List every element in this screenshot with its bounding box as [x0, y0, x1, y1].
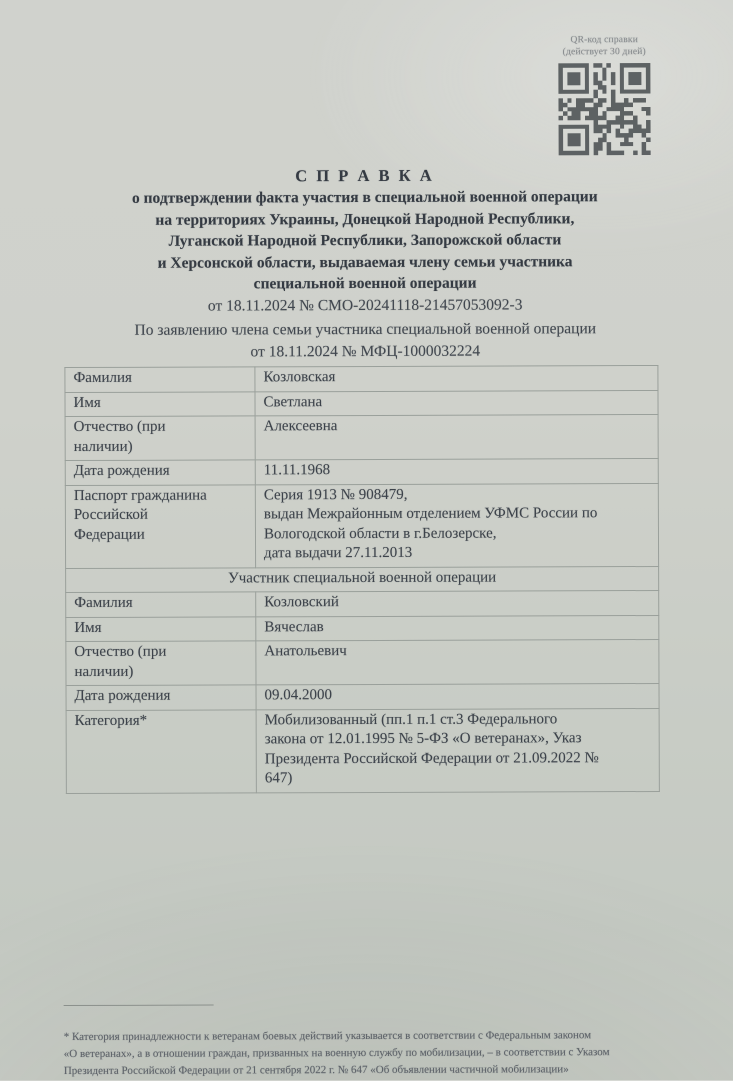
- field-value: Козловский: [256, 590, 659, 616]
- field-label: Категория*: [66, 709, 256, 793]
- qr-label: [536, 35, 672, 58]
- footnote-divider: [64, 1005, 214, 1007]
- field-label: Паспорт гражданина Российской Федерации: [65, 484, 255, 568]
- field-value: Вячеслав: [256, 615, 659, 641]
- certificate-table: [64, 365, 659, 794]
- qr-label-line1: QR-код справки: [570, 35, 638, 46]
- header-line: Луганской Народной Республики, Запорожской области: [168, 231, 562, 250]
- field-label: Отчество (при наличии): [65, 416, 255, 461]
- field-label: Дата рождения: [65, 460, 255, 485]
- table-row: [65, 365, 658, 392]
- footnote: [64, 986, 666, 1080]
- table-row: [65, 458, 658, 485]
- certificate-number: от 18.11.2024 № СМО-20241118-21457053092-3: [207, 295, 523, 315]
- field-label: Фамилия: [66, 592, 256, 617]
- table-section-row: [66, 566, 659, 593]
- field-value: Анатольевич: [256, 639, 659, 684]
- table-row: [65, 483, 658, 568]
- field-value: Светлана: [255, 390, 658, 416]
- header-line: о подтверждении факта участия в специальной военной операции: [131, 188, 598, 207]
- header-line: и Херсонской области, выдаваемая члену семьи участника: [157, 252, 573, 272]
- application-statement: [55, 318, 675, 363]
- table-row: [65, 390, 658, 417]
- field-value: Серия 1913 № 908479, выдан Межрайонным отделением УФМС России по Вологодской области в г.Белозерске, дата выдачи 27.11.2013: [255, 483, 658, 567]
- document-title: С П Р А В К А: [295, 165, 435, 186]
- field-label: Отчество (при наличии): [66, 641, 256, 686]
- field-label: Имя: [66, 616, 256, 641]
- qr-block: [536, 35, 672, 155]
- qr-label-line2: (действует 30 дней): [562, 46, 646, 57]
- application-line: По заявлению члена семьи участника специальной военной операции: [134, 320, 597, 339]
- header-line: специальной военной операции: [253, 274, 477, 293]
- qr-code-icon: [558, 63, 650, 155]
- certificate-header: [55, 165, 676, 317]
- table-row: [66, 708, 659, 793]
- table-row: [65, 414, 658, 460]
- field-label: Фамилия: [65, 367, 255, 392]
- section-header: Участник специальной военной операции: [66, 566, 659, 593]
- application-number: от 18.11.2024 № МФЦ-1000032224: [250, 342, 481, 360]
- field-value: 11.11.1968: [255, 458, 658, 484]
- field-label: Дата рождения: [66, 685, 256, 710]
- field-value: Алексеевна: [255, 414, 658, 459]
- header-line: на территориях Украины, Донецкой Народной Республики,: [155, 209, 575, 229]
- table-row: [66, 590, 659, 617]
- field-value: Козловская: [255, 365, 658, 391]
- table-row: [66, 639, 659, 685]
- field-label: Имя: [65, 391, 255, 416]
- table-row: [66, 615, 659, 642]
- footnote-text: * Категория принадлежности к ветеранам боевых действий указывается в соответствии с Федеральным законом «О ветеранах», а в отношении граждан, призванных на военную службу по мобилизации, – в соответствии с Указом Президента Российской Федерации от 21 сентября 2022 г. № 647 «Об объявлении частичной мобилизации»: [63, 1029, 610, 1078]
- field-value: Мобилизованный (пп.1 п.1 ст.3 Федерального закона от 12.01.1995 № 5-ФЗ «О ветеранах», Указ Президента Российской Федерации от 21.09.2022 № 647): [256, 708, 659, 792]
- field-value: 09.04.2000: [256, 683, 659, 709]
- table-row: [66, 683, 659, 710]
